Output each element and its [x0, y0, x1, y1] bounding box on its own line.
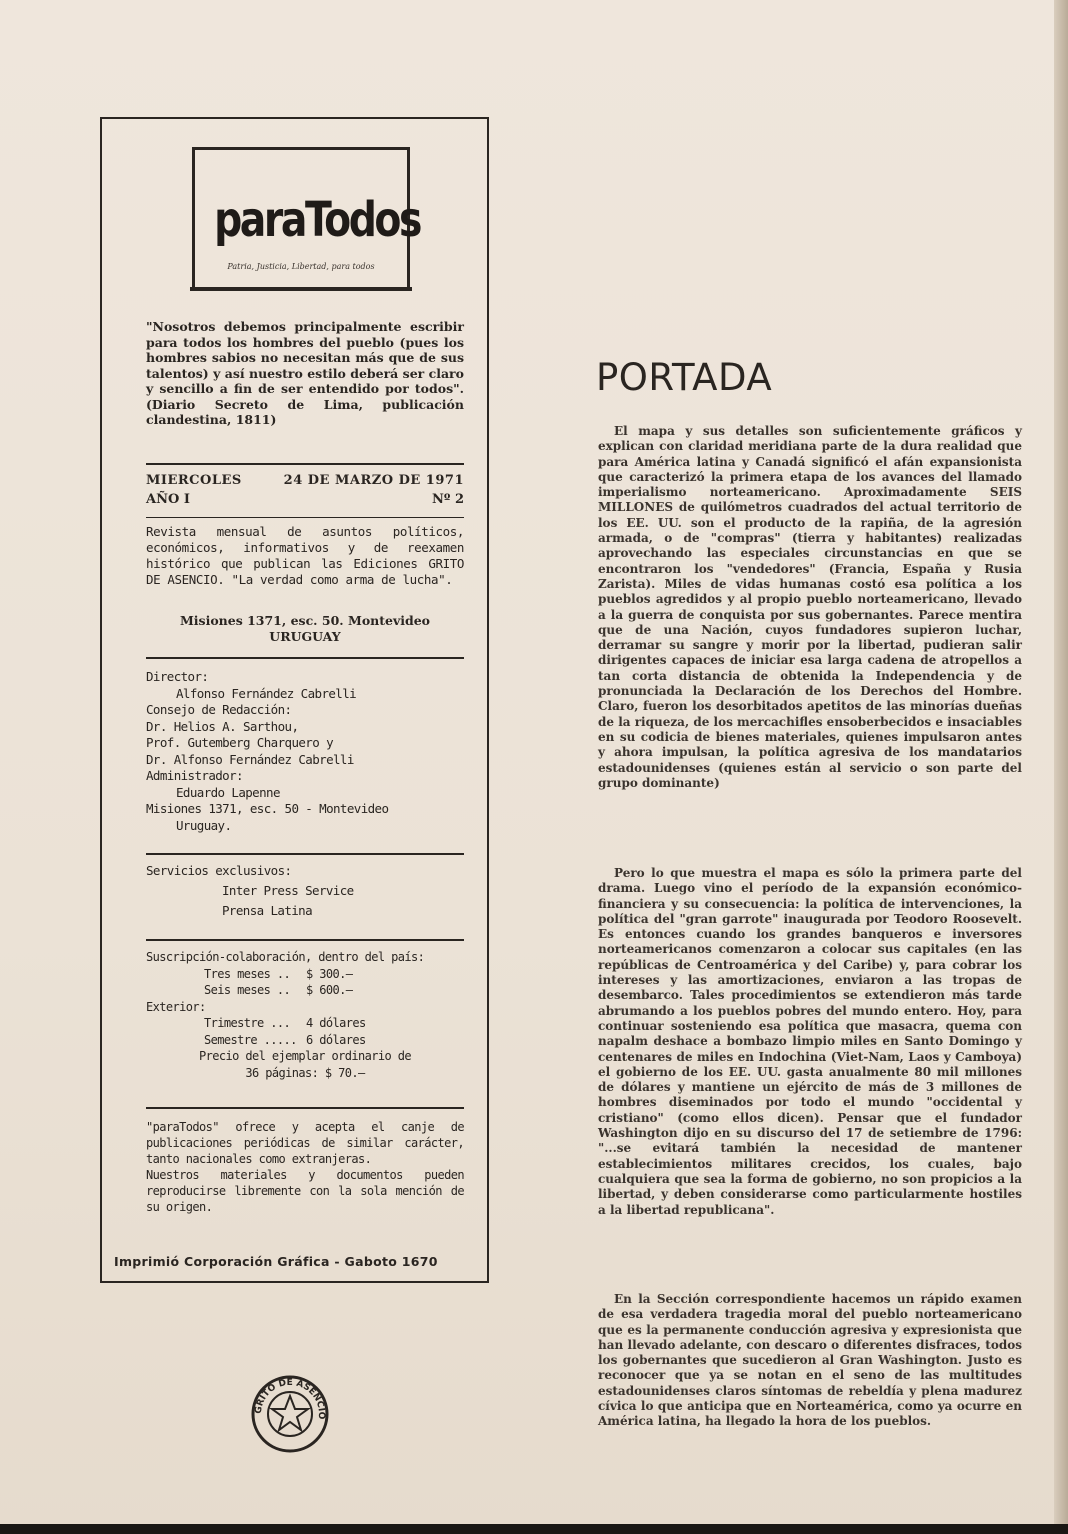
price-line: Precio del ejemplar ordinario de [199, 1049, 411, 1063]
director-label: Director: [146, 669, 209, 684]
subs-row [146, 966, 464, 983]
logo-title: paraTodos [214, 192, 420, 248]
masthead-box [100, 117, 489, 1283]
article-paragraph: Pero lo que muestra el mapa es sólo la primera parte del drama. Luego vino el período de la expansión económico-financiera y su consecuencia: la política de intervenciones, la política del "gran garrote" inaugurada por Teodoro Roosevelt. Es entonces cuando los grandes banqueros e inversores norteamericanos comenzaron a colocar sus capitales (en las repúblicas de Centroamérica y del Caribe) y, para cobrar los intereses y las amortizaciones, enviaron a las tropas de desembarco. Tales procedimientos se extendieron más tarde abrumando a los pueblos pobres del mundo entero. Hoy, para continuar sosteniendo esa política que masacra, quema con napalm deshace a bombazo limpio miles en Santo Domingo y centenares de miles en Indochina (Viet-Nam, Laos y Camboya) el gobierno de los EE. UU. gasta anualmente 80 mil millones de dólares y mantiene un ejército de más de 3 millones de hombres diseminados por todo el mundo "occidental y cristiano" (como ellos dicen). Pensar que el fundador Washington dijo en su discurso del 17 de setiembre de 1796: "...se evitará también la necesidad de mantener establecimientos militares crecidos, los cuales, bajo cualquiera que sea la forma de gobierno, no son propicios a la libertad, y deben considerarse como particularmente hostiles a la libertad republicana". [598, 866, 1022, 1217]
exchange-text: "paraTodos" ofrece y acepta el canje de publicaciones periódicas de similar carácter, tanto nacionales como extranjeras. [146, 1120, 464, 1166]
page-bottom-edge [0, 1524, 1068, 1534]
logo [192, 147, 420, 291]
consejo-member: Prof. Gutemberg Charquero y [146, 735, 333, 750]
admin-label: Administrador: [146, 768, 243, 783]
publisher-seal [250, 1374, 330, 1454]
subs-price: 4 dólares [306, 1016, 366, 1030]
svg-text:GRITO DE ASENCIO [254, 1378, 326, 1420]
subs-period: Trimestre ... [204, 1016, 291, 1030]
publisher-address [146, 613, 464, 645]
publisher-country: URUGUAY [269, 629, 341, 644]
subs-row [146, 1032, 464, 1049]
magazine-description: Revista mensual de asuntos políticos, económicos, informativos y de reexamen histórico que publican las Ediciones GRITO DE ASENCIO. "La verdad como arma de lucha". [146, 524, 464, 587]
divider [146, 1107, 464, 1109]
services-label: Servicios exclusivos: [146, 863, 292, 878]
divider [146, 463, 464, 465]
admin-country: Uruguay. [176, 817, 232, 833]
subs-label: Suscripción-colaboración, dentro del país: [146, 950, 425, 964]
subs-period: Tres meses .. [204, 966, 291, 981]
subs-price: $ 300.— [306, 966, 353, 981]
exchange-notice [146, 1119, 464, 1215]
subs-row [146, 1015, 464, 1032]
issue-date [146, 473, 464, 488]
consejo-member: Dr. Alfonso Fernández Cabrelli [146, 751, 354, 767]
admin-address: Misiones 1371, esc. 50 - Montevideo [146, 801, 389, 816]
services-block [146, 861, 464, 921]
staff-credits [146, 669, 464, 834]
divider [146, 517, 464, 518]
divider [146, 939, 464, 941]
price-value: 36 páginas: $ 70.— [245, 1065, 365, 1080]
publisher-address-line: Misiones 1371, esc. 50. Montevideo [179, 613, 431, 628]
divider [146, 657, 464, 659]
consejo-member: Dr. Helios A. Sarthou, [146, 718, 299, 734]
issue-date-rest: 24 DE MARZO DE 1971 [283, 473, 464, 488]
divider [146, 853, 464, 855]
consejo-label: Consejo de Redacción: [146, 702, 292, 717]
reproduction-text: Nuestros materiales y documentos pueden reproducirse libremente con la sola mención de su origen. [146, 1168, 464, 1214]
exterior-label: Exterior: [146, 999, 206, 1014]
subs-period: Semestre ..... [204, 1032, 297, 1047]
article-paragraph: En la Sección correspondiente hacemos un rápido examen de esa verdadera tragedia moral del pueblo norteamericano que es la permanente conducción agresiva y expresionista que han llevado adelante, con descaro o diferentes disfraces, todos los gobernantes que sucedieron al Gran Washington. Justo es reconocer que ya se notan en el seno de las multitudes estadounidenses claros síntomas de rebeldía y plena madurez cívica lo que anticipa que en Norteamérica, como ya ocurre en América latina, ha llegado la hora de los pueblos. [598, 1292, 1022, 1429]
page-edge [1054, 0, 1068, 1534]
article-paragraph: El mapa y sus detalles son suficientemente gráficos y explican con claridad meridiana parte de la dura realidad que para América latina y Canadá significó el afán expansionista que caracterizó la primera etapa de los avances del llamado imperialismo norteamericano. Aproximadamente SEIS MILLONES de quilómetros cuadrados del actual territorio de los EE. UU. son el producto de la rapiña, de la agresión armada, o de "compras" (tierra y habitantes) realizadas aprovechando las especiales circunstancias en que se encontraron los "vendedores" (Francia, España y Rusia Zarista). Miles de vidas humanas costó esa política a los pueblos agredidos y al propio pueblo norteamericano, llevado a la guerra de conquista por sus gobernantes. Parece mentira que de una Nación, cuyos fundadores supieron luchar, derramar su sangre y morir por la libertad, pudieran salir dirigentes capaces de iniciar esa larga cadena de atropellos a tan corta distancia de obtenida la Independencia y de pronunciada la Declaración de los Derechos del Hombre. Claro, fueron los desorbitados apetitos de las minorías dueñas de la riqueza, de los mercachifles ensoberbecidos e insaciables en su codicia de bienes materiales, quienes impulsaron antes y ahora impulsan, la política agresiva de los mandatarios estadounidenses (quienes están al servicio o son parte del grupo dominante) [598, 424, 1022, 790]
logo-base-rule [190, 287, 412, 291]
director-name: Alfonso Fernández Cabrelli [176, 685, 357, 701]
seal-text: GRITO DE ASENCIO [253, 1377, 327, 1420]
logo-tagline: Patria, Justicia, Libertad, para todos [227, 262, 375, 271]
article-title: PORTADA [596, 356, 773, 399]
epigraph-quote: "Nosotros debemos principalmente escribir para todos los hombres del pueblo (pues los hombres sabios no necesitan más que de sus talentos) y así nuestro estilo deberá ser claro y sencillo a fin de ser entendido por todos". (Diario Secreto de Lima, publicación clandestina, 1811) [146, 319, 464, 427]
subs-price: $ 600.— [306, 983, 353, 997]
subscription-block [146, 949, 464, 1081]
service-item: Inter Press Service [222, 883, 354, 898]
subs-row [146, 982, 464, 999]
issue-day: MIERCOLES [146, 473, 242, 488]
service-item: Prensa Latina [222, 903, 313, 918]
issue-number-line [146, 492, 464, 507]
issue-year: AÑO I [146, 492, 190, 507]
subs-period: Seis meses .. [204, 983, 291, 997]
issue-number: Nº 2 [432, 492, 464, 507]
subs-price: 6 dólares [306, 1032, 366, 1047]
printer-credit: Imprimió Corporación Gráfica - Gaboto 1670 [114, 1254, 438, 1269]
admin-name: Eduardo Lapenne [176, 784, 280, 800]
